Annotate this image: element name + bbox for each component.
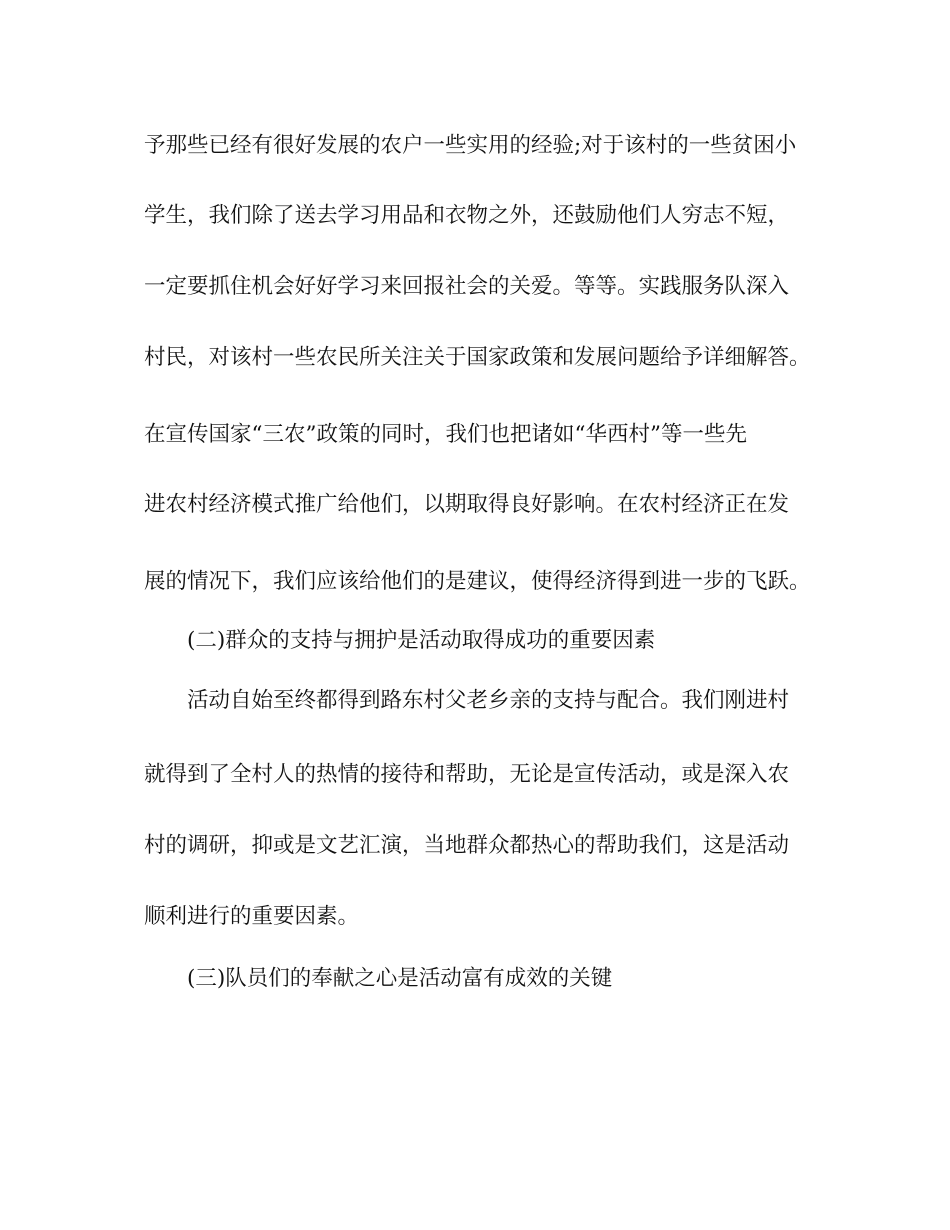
paragraph-line: 顺利进行的重要因素。 [144,904,360,929]
section-heading: (二)群众的支持与拥护是活动取得成功的重要因素 [187,628,656,653]
paragraph-line: 在宣传国家“三农”政策的同时，我们也把诸如“华西村”等一些先 [144,422,747,447]
paragraph-line: 一定要抓住机会好好学习来回报社会的关爱。等等。实践服务队深入 [144,274,790,299]
paragraph-line: 学生，我们除了送去学习用品和衣物之外，还鼓励他们人穷志不短， [144,203,790,228]
paragraph-line: 村的调研，抑或是文艺汇演，当地群众都热心的帮助我们，这是活动 [144,833,790,858]
section-heading: (三)队员们的奉献之心是活动富有成效的关键 [187,966,613,991]
paragraph-line: 活动自始至终都得到路东村父老乡亲的支持与配合。我们刚进村 [187,688,790,713]
paragraph-line: 进农村经济模式推广给他们，以期取得良好影响。在农村经济正在发 [144,492,790,517]
paragraph-line: 村民，对该村一些农民所关注关于国家政策和发展问题给予详细解答。 [144,345,811,370]
paragraph-line: 就得到了全村人的热情的接待和帮助，无论是宣传活动，或是深入农 [144,762,790,787]
paragraph-line: 予那些已经有很好发展的农户一些实用的经验;对于该村的一些贫困小 [144,133,797,158]
paragraph-line: 展的情况下，我们应该给他们的是建议，使得经济得到进一步的飞跃。 [144,569,811,594]
